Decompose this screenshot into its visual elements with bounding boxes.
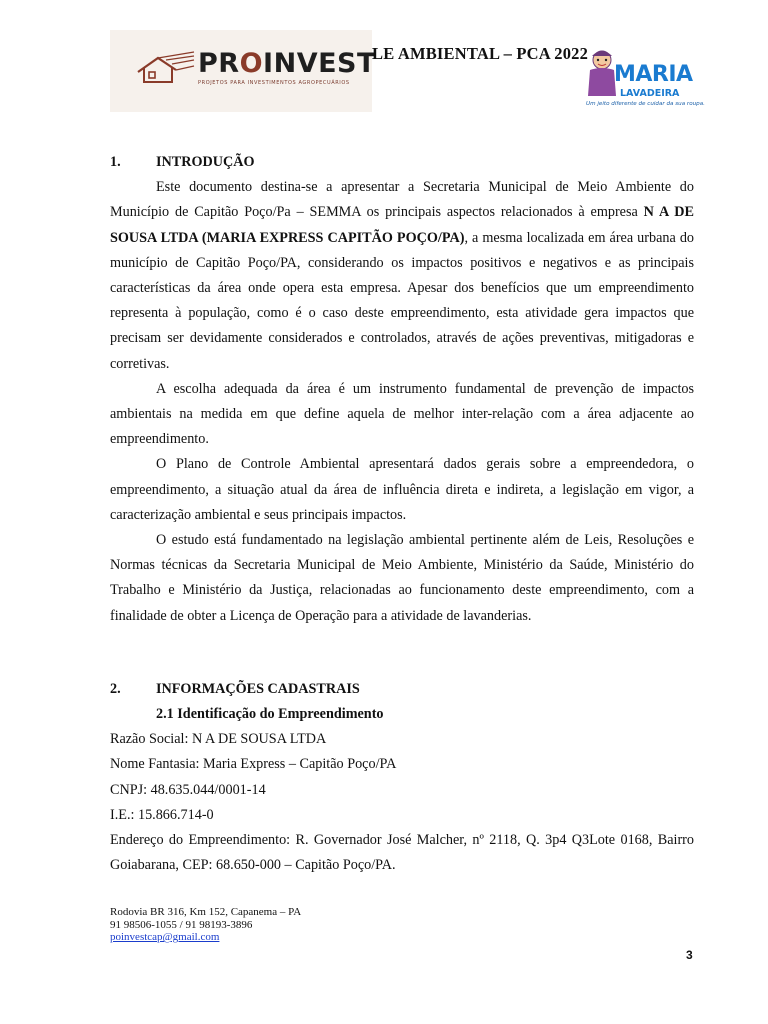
paragraph: Este documento destina-se a apresentar a Secretaria Municipal de Meio Ambiente do Município de Capitão Poço/Pa – SEMMA os principais aspectos relacionados à empresa N A DE SOUSA LTDA (MARIA EXPRESS CAPITÃO POÇO/PA), a mesma localizada em área urbana do município de Capitão Poço/PA, considerando os impactos positivos e negativos e as principais características da área onde opera esta empresa. Apesar dos benefícios que um empreendimento representa à população, como é o caso deste empreendimento, esta atividade gera impactos que precisam ser devidamente considerados e controlados, através de ações preventivas, mitigadoras e corretivas.: [110, 179, 695, 372]
field-razao-social: Razão Social: N A DE SOUSA LTDA: [110, 731, 327, 748]
house-logo-icon: [136, 50, 196, 86]
paragraph: A escolha adequada da área é um instrumento fundamental de prevenção de impactos ambientais na medida em que define aquela de melhor inter-relação com a área adjacente ao empreendimento.: [110, 380, 694, 448]
field-nome-fantasia: Nome Fantasia: Maria Express – Capitão Poço/PA: [110, 756, 397, 773]
section-number: 2.: [110, 680, 121, 697]
paragraph: O Plano de Controle Ambiental apresentará dados gerais sobre a empreendedora, o empreendimento, a situação atual da área de influência direta e indireta, a legislação em vigor, a caracterização ambiental e seus principais impactos.: [110, 456, 694, 523]
maria-lavadeira-logo: [578, 48, 705, 112]
maria-wordmark: MARIA: [614, 62, 693, 87]
section-title: INTRODUÇÃO: [156, 154, 255, 170]
section-number: 1.: [110, 154, 121, 170]
footer-email-link[interactable]: poinvestcap@gmail.com: [110, 931, 220, 943]
footer-phones: 91 98506-1055 / 91 98193-3896: [110, 918, 253, 931]
section-title: INFORMAÇÕES CADASTRAIS: [156, 680, 360, 697]
lavadeira-wordmark: LAVADEIRA: [620, 88, 680, 99]
footer-address: Rodovia BR 316, Km 152, Capanema – PA: [110, 906, 302, 918]
field-cnpj: CNPJ: 48.635.044/0001-14: [110, 781, 266, 798]
section-heading-introducao: [110, 150, 694, 175]
document-body: [110, 150, 694, 878]
subsection-title: 2.1 Identificação do Empreendimento: [156, 706, 384, 723]
page-number: 3: [686, 948, 693, 962]
proinvest-wordmark: PROINVEST: [198, 48, 376, 79]
section-heading-informacoes: [110, 677, 694, 702]
paragraph: O estudo está fundamentado na legislação ambiental pertinente além de Leis, Resoluções e Normas técnicas da Secretaria Municipal de Meio Ambiente, Ministério da Saúde, Ministério do Trabalho e Ministério da Justiça, relacionadas ao funcionamento deste empreendimento, com a finalidade de obter a Licença de Operação para a atividade de lavanderias.: [110, 532, 694, 624]
proinvest-tagline: PROJETOS PARA INVESTIMENTOS AGROPECUÁRIOS: [198, 80, 350, 86]
company-name-bold: N A DE SOUSA LTDA (MARIA EXPRESS CAPITÃO POÇO/PA): [110, 204, 695, 246]
field-endereco: Endereço do Empreendimento: R. Governador José Malcher, nº 2118, Q. 3p4 Q3Lote 0168, Bairro Goiabarana, CEP: 68.650-000 – Capitão Poço/PA.: [110, 832, 694, 874]
maria-slogan: Um jeito diferente de cuidar da sua roupa.: [586, 101, 705, 107]
field-ie: I.E.: 15.866.714-0: [110, 806, 214, 823]
page-footer: [110, 906, 301, 944]
document-title: LE AMBIENTAL – PCA 2022: [372, 44, 589, 63]
proinvest-logo: [136, 50, 376, 86]
